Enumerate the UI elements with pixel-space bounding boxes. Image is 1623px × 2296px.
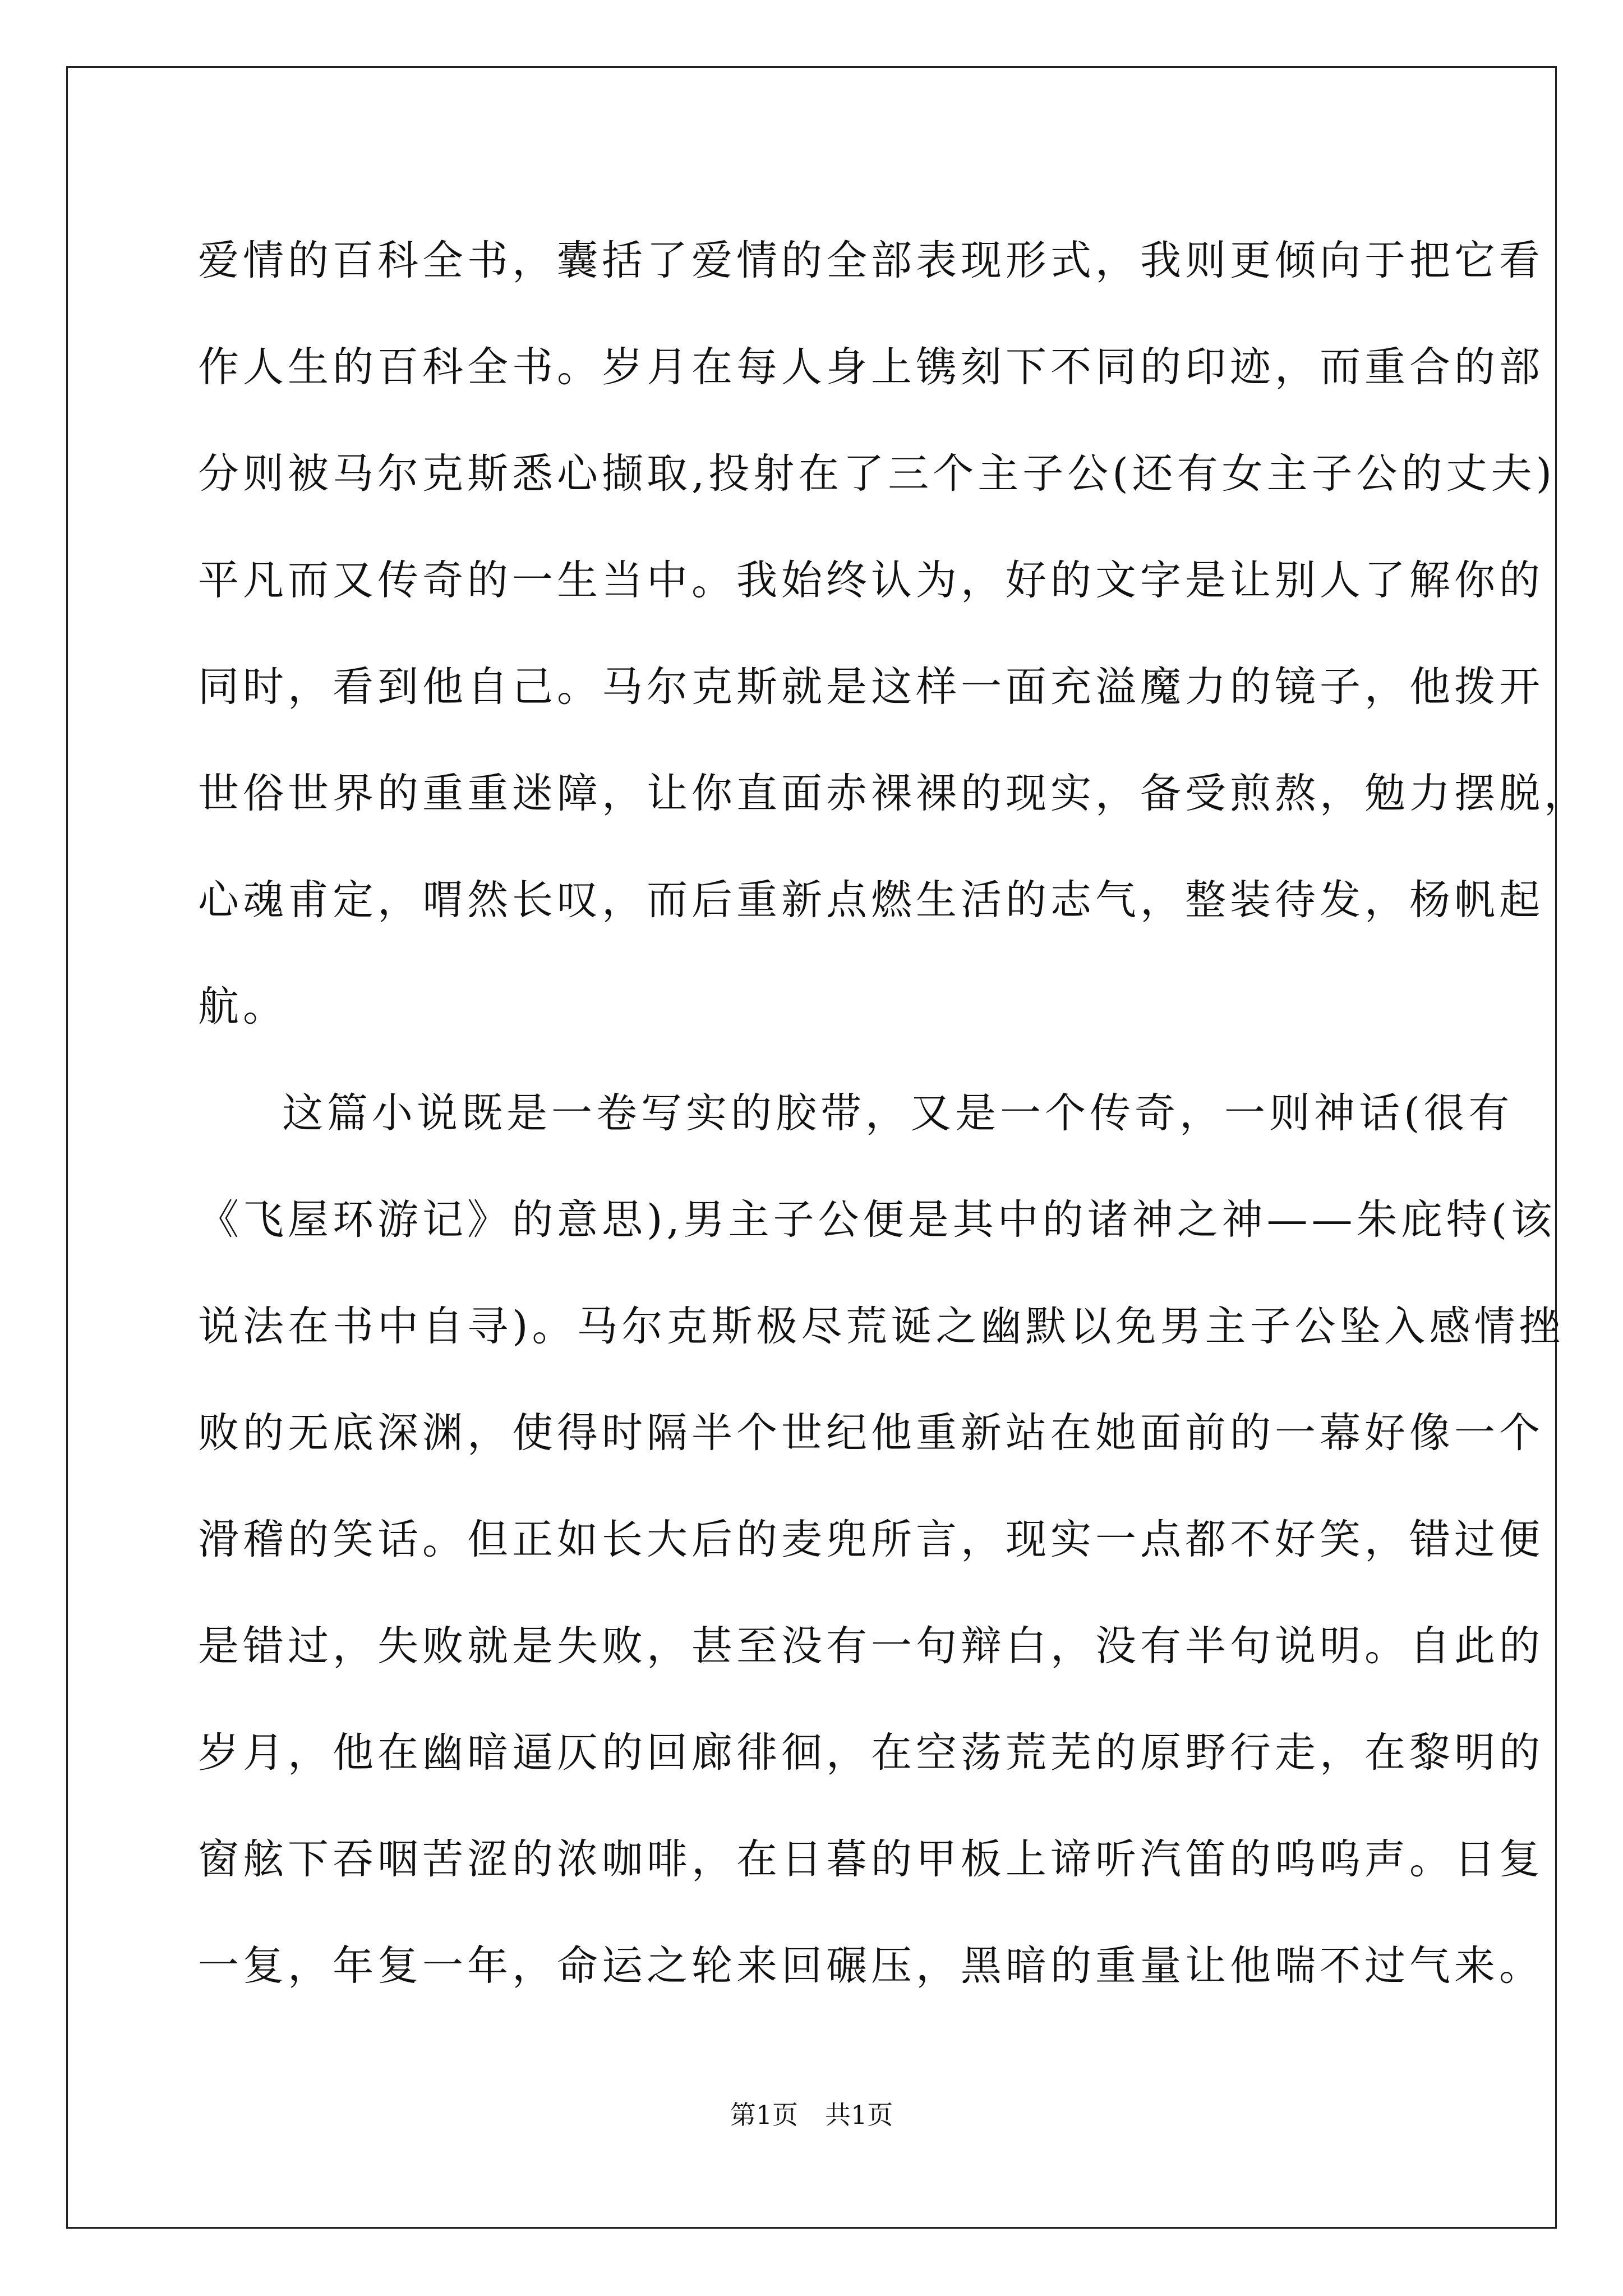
text-line: 心魂甫定，喟然长叹，而后重新点燃生活的志气，整装待发，杨帆起 xyxy=(198,876,1544,924)
text-line: 窗舷下吞咽苦涩的浓咖啡，在日暮的甲板上谛听汽笛的呜呜声。日复 xyxy=(198,1835,1544,1883)
text-line: 这篇小说既是一卷写实的胶带，又是一个传奇，一则神话(很有 xyxy=(282,1089,1514,1137)
paragraph-2 xyxy=(198,1060,1564,2019)
text-line: 败的无底深渊，使得时隔半个世纪他重新站在她面前的一幕好像一个 xyxy=(198,1409,1544,1457)
text-line: 《飞屋环游记》的意思),男主子公便是其中的诸神之神——朱庇特(该 xyxy=(198,1196,1556,1244)
page-footer xyxy=(0,2098,1623,2132)
text-line: 爱情的百科全书，囊括了爱情的全部表现形式，我则更倾向于把它看 xyxy=(198,237,1544,284)
text-line: 分则被马尔克斯悉心撷取,投射在了三个主子公(还有女主子公的丈夫) xyxy=(198,450,1556,498)
text-line: 世俗世界的重重迷障，让你直面赤裸裸的现实，备受煎熬，勉力摆脱， xyxy=(198,770,1589,817)
text-line: 说法在书中自寻)。马尔克斯极尽荒诞之幽默以免男主子公坠入感情挫 xyxy=(198,1303,1564,1350)
page-number: 第1页 xyxy=(730,2100,798,2130)
text-line: 岁月，他在幽暗逼仄的回廊徘徊，在空荡荒芜的原野行走，在黎明的 xyxy=(198,1729,1544,1777)
page-total: 共1页 xyxy=(825,2100,893,2130)
document-body xyxy=(198,208,1589,2019)
text-line: 是错过，失败就是失败，甚至没有一句辩白，没有半句说明。自此的 xyxy=(198,1622,1544,1670)
text-line: 滑稽的笑话。但正如长大后的麦兜所言，现实一点都不好笑，错过便 xyxy=(198,1516,1544,1563)
text-line: 一复，年复一年，命运之轮来回碾压，黑暗的重量让他喘不过气来。 xyxy=(198,1942,1544,1990)
text-line: 作人生的百科全书。岁月在每人身上镌刻下不同的印迹，而重合的部 xyxy=(198,343,1544,391)
text-line: 平凡而又传奇的一生当中。我始终认为，好的文字是让别人了解你的 xyxy=(198,556,1544,604)
text-line: 航。 xyxy=(198,983,288,1030)
text-line: 同时，看到他自己。马尔克斯就是这样一面充溢魔力的镜子，他拨开 xyxy=(198,663,1544,711)
paragraph-1 xyxy=(198,208,1589,1060)
